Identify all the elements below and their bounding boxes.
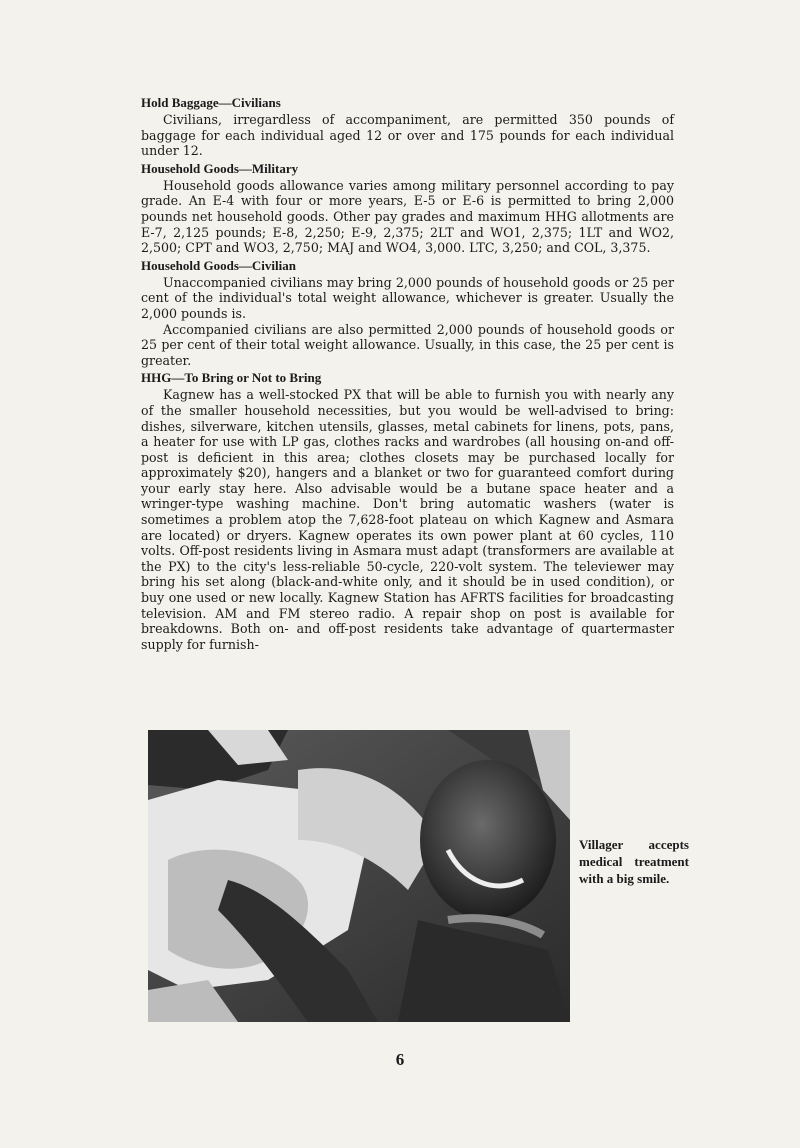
paragraph: Household goods allowance varies among military personnel according to pay grade. An E-4 with four or more years, E-5 or E-6 is permitted to bring 2,000 pounds net household goods. Other pay grades and maximum HHG allotments are E-7, 2,125 pounds; E-8, 2,250; E-9, 2,375; 2LT and WO1, 2,375; 1LT and WO2, 2,500; CPT and WO3, 2,750; MAJ and WO4, 3,000. LTC, 3,250; and COL, 3,375.	[141, 177, 674, 256]
paragraph: Accompanied civilians are also permitted 2,000 pounds of household goods or 25 per cent of their total weight allowance. Usually, in this case, the 25 per cent is greater.	[141, 321, 674, 368]
body-text	[141, 93, 674, 652]
heading-hhg-to-bring: HHG—To Bring or Not to Bring	[141, 370, 322, 386]
photo-illustration	[148, 730, 570, 1022]
photo-villager	[148, 730, 570, 1022]
paragraph: Kagnew has a well-stocked PX that will be able to furnish you with nearly any of the smaller household necessities, but you would be well-advised to bring: dishes, silverware, kitchen utensils, glasses, metal cabinets for linens, pots, pans, a heater for use with LP gas, clothes racks and wardrobes (all housing on-and off-post is deficient in this area; clothes closets may be purchased locally for approximately $20), hangers and a blanket or two for guaranteed comfort during your early stay here. Also advisable would be a butane space heater and a wringer-type washing machine. Don't bring automatic washers (water is sometimes a problem atop the 7,628-foot plateau on which Kagnew and Asmara are located) or dryers. Kagnew operates its own power plant at 60 cycles, 110 volts. Off-post residents living in Asmara must adapt (transformers are available at the PX) to the city's less-reliable 50-cycle, 220-volt system. The televiewer may bring his set along (black-and-white only, and it should be in used condition), or buy one used or new locally. Kagnew Station has AFRTS facilities for broadcasting television. AM and FM stereo radio. A repair shop on post is available for breakdowns. Both on- and off-post residents take advantage of quartermaster supply for furnish-	[141, 387, 674, 652]
page-number: 6	[395, 1050, 405, 1069]
photo-caption: Villager accepts medical treatment with a big smile.	[579, 837, 689, 886]
heading-hold-baggage-civilians: Hold Baggage—Civilians	[141, 95, 281, 110]
paragraph: Unaccompanied civilians may bring 2,000 pounds of household goods or 25 per cent of the individual's total weight allowance, whichever is greater. Usually the 2,000 pounds is.	[141, 274, 674, 321]
heading-household-goods-civilian: Household Goods—Civilian	[141, 257, 296, 273]
heading-household-goods-military: Household Goods—Military	[141, 160, 299, 176]
paragraph: Civilians, irregardless of accompaniment, are permitted 350 pounds of baggage for each individual aged 12 or over and 175 pounds for each individual under 12.	[141, 112, 674, 159]
